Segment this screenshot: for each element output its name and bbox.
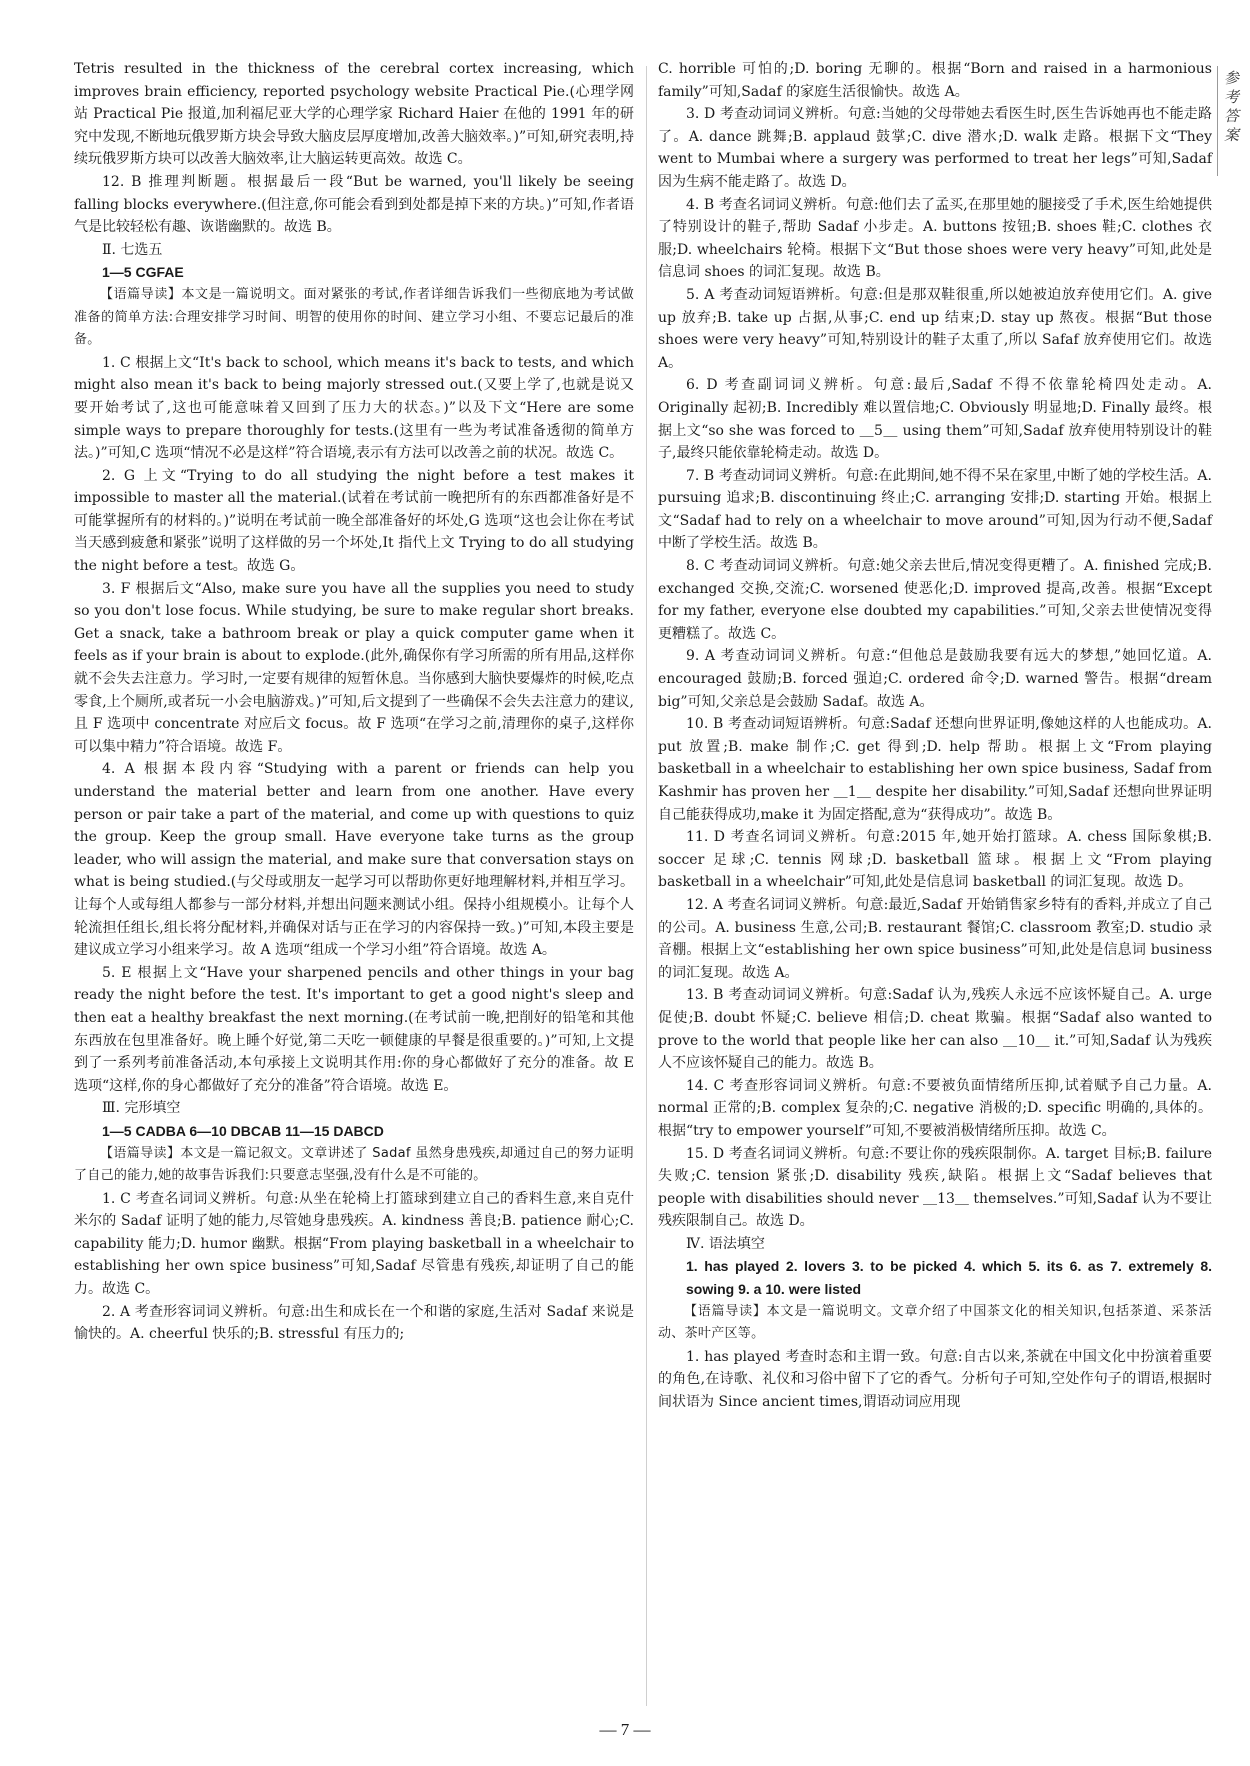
right-paragraph: 8. C 考查动词词义辨析。句意:她父亲去世后,情况变得更糟了。A. finished 完成;B. exchanged 交换,交流;C. worsened 使恶化;D. improved 提高,改善。根据“Except for my father, everyone else doubted my capabilities.”可知,父亲去世使情况变得更糟糕了。故选 C。 (658, 558, 1212, 642)
right-paragraph: C. horrible 可怕的;D. boring 无聊的。根据“Born and raised in a harmonious family”可知,Sadaf 的家庭生活很愉快。故选 A。 (658, 61, 1212, 100)
left-paragraph: Ⅱ. 七选五 (102, 241, 163, 258)
page-number: — 7 — (599, 1720, 651, 1739)
right-paragraph: 1. has played 2. lovers 3. to be picked 4. which 5. its 6. as 7. extremely 8. sowing 9. a 10. were listed (686, 1258, 1212, 1298)
right-paragraph: 5. A 考查动词短语辨析。句意:但是那双鞋很重,所以她被迫放弃使用它们。A. give up 放弃;B. take up 占据,从事;C. end up 结束;D. stay up 熬夜。根据“But those shoes were very heavy”可知,特别设计的鞋子太重了,所以 Safaf 放弃使用它们。故选 A。 (658, 286, 1212, 371)
side-rule (1217, 66, 1218, 176)
right-paragraph: 7. B 考查动词词义辨析。句意:在此期间,她不得不呆在家里,中断了她的学校生活。A. pursuing 追求;B. discontinuing 终止;C. arranging 安排;D. starting 开始。根据上文“Sadaf had to rely on a wheelchair to move around”可知,因为行动不便,Sadaf 中断了学校生活。故选 B。 (658, 467, 1212, 552)
right-paragraph: 15. D 考查名词词义辨析。句意:不要让你的残疾限制你。A. target 目标;B. failure 失败;C. tension 紧张;D. disability 残疾,缺陷。根据上文“Sadaf believes that people with disabilities should never ＿13＿ themselves.”可知,Sadaf 认为不要让残疾限制自己。故选 D。 (658, 1145, 1212, 1230)
left-paragraph: 5. E 根据上文“Have your sharpened pencils and other things in your bag ready the night before the test. It's important to get a good night's sleep and then eat a healthy breakfast the next morning.(在考试前一晚,把削好的铅笔和其他东西放在包里准备好。晚上睡个好觉,第二天吃一顿健康的早餐是很重要的。)”可知,上文提到了一系列考前准备活动,本句承接上文说明其作用:你的身心都做好了充分的准备。故 E 选项“这样,你的身心都做好了充分的准备”符合语境。故选 E。 (74, 964, 634, 1094)
right-paragraph: 12. A 考查名词词义辨析。句意:最近,Sadaf 开始销售家乡特有的香料,并成立了自己的公司。A. business 生意,公司;B. restaurant 餐馆;C. classroom 教室;D. studio 录音棚。根据上文“establishing her own spice business”可知,此处是信息词 business 的词汇复现。故选 A。 (658, 896, 1212, 981)
right-paragraph: 10. B 考查动词短语辨析。句意:Sadaf 还想向世界证明,像她这样的人也能成功。A. put 放置;B. make 制作;C. get 得到;D. help 帮助。根据上文“From playing basketball in a wheelchair to establishing her own spice business, Sadaf from Kashmir has proven her ＿1＿ despite her disability.”可知,Sadaf 还想向世界证明自己能获得成功,make it 为固定搭配,意为“获得成功”。故选 B。 (658, 716, 1212, 823)
right-paragraph: 1. has played 考查时态和主谓一致。句意:自古以来,茶就在中国文化中扮演着重要的角色,在诗歌、礼仪和习俗中留下了它的香气。分析句子可知,空处作句子的谓语,根据时间状语为 Since ancient times,谓语动词应用现 (658, 1348, 1212, 1411)
left-column (74, 58, 634, 1346)
left-paragraph: 1. C 根据上文“It's back to school, which means it's back to tests, and which might also mean it's back to being majorly stressed out.(又要上学了,也就是说又要开始考试了,这也可能意味着又回到了压力大的状态。)”以及下文“Here are some simple ways to prepare thoroughly for tests.(这里有一些为考试准备透彻的简单方法。)”可知,C 选项“情况不必是这样”符合语境,表示有方法可以改善之前的状况。故选 C。 (74, 354, 634, 462)
right-paragraph: 11. D 考查名词词义辨析。句意:2015 年,她开始打篮球。A. chess 国际象棋;B. soccer 足球;C. tennis 网球;D. basketball 篮球。根据上文“From playing basketball in a wheelchair”可知,此处是信息词 basketball 的词汇复现。故选 D。 (658, 829, 1212, 891)
right-paragraph: 6. D 考查副词词义辨析。句意:最后,Sadaf 不得不依靠轮椅四处走动。A. Originally 起初;B. Incredibly 难以置信地;C. Obviously 明显地;D. Finally 最终。根据上文“so she was forced to ＿5＿ using them”可知,Sadaf 放弃使用特别设计的鞋子,最终只能依靠轮椅走动。故选 D。 (658, 377, 1212, 462)
side-label: 参考答案 (1222, 70, 1240, 146)
left-paragraph: Ⅲ. 完形填空 (102, 1100, 181, 1117)
right-paragraph: 14. C 考查形容词词义辨析。句意:不要被负面情绪所压抑,试着赋予自己力量。A. normal 正常的;B. complex 复杂的;C. negative 消极的;D. specific 明确的,具体的。根据“try to empower yourself”可知,不要被消极情绪所压抑。故选 C。 (658, 1077, 1212, 1139)
left-paragraph: 2. A 考查形容词词义辨析。句意:出生和成长在一个和谐的家庭,生活对 Sadaf 来说是愉快的。A. cheerful 快乐的;B. stressful 有压力的; (74, 1303, 634, 1343)
right-paragraph: 9. A 考查动词词义辨析。句意:“但他总是鼓励我要有远大的梦想,”她回忆道。A. encouraged 鼓励;B. forced 强迫;C. ordered 命令;D. warned 警告。根据“dream big”可知,父亲总是会鼓励 Sadaf。故选 A。 (658, 648, 1212, 710)
left-paragraph: 3. F 根据后文“Also, make sure you have all the supplies you need to study so you don't lose focus. While studying, be sure to make regular short breaks. Get a snack, take a bathroom break or play a quick computer game when it feels as if your brain is about to explode.(此外,确保你有学习所需的所有用品,这样你就不会失去注意力。学习时,一定要有规律的短暂休息。当你感到大脑快要爆炸的时候,吃点零食,上个厕所,或者玩一小会电脑游戏。)”可知,后文提到了一些确保不会失去注意力的建议,且 F 选项中 concentrate 对应后文 focus。故 F 选项“在学习之前,清理你的桌子,这样你可以集中精力”符合语境。故选 F。 (74, 580, 634, 755)
right-paragraph: 4. B 考查名词词义辨析。句意:他们去了孟买,在那里她的腿接受了手术,医生给她提供了特别设计的鞋子,帮助 Sadaf 小步走。A. buttons 按钮;B. shoes 鞋;C. clothes 衣服;D. wheelchairs 轮椅。根据下文“But those shoes were very heavy”可知,此处是信息词 shoes 的词汇复现。故选 B。 (658, 196, 1212, 281)
right-column (658, 58, 1212, 1414)
left-paragraph: 12. B 推理判断题。根据最后一段“But be warned, you'll likely be seeing falling blocks everywhere.(但注意,你可能会看到到处都是掉下来的方块。)”可知,作者语气是比较轻松有趣、诙谐幽默的。故选 B。 (74, 173, 634, 236)
left-paragraph: 1—5 CGFAE (102, 264, 184, 281)
right-paragraph: 13. B 考查动词词义辨析。句意:Sadaf 认为,残疾人永远不应该怀疑自己。A. urge 促使;B. doubt 怀疑;C. believe 相信;D. cheat 欺骗。根据“Sadaf also wanted to prove to the world that people like her can also ＿10＿ it.”可知,Sadaf 认为残疾人不应该怀疑自己的能力。故选 B。 (658, 987, 1212, 1072)
right-paragraph: 【语篇导读】本文是一篇说明文。文章介绍了中国茶文化的相关知识,包括茶道、采茶活动、茶叶产区等。 (658, 1303, 1212, 1342)
left-paragraph: 【语篇导读】本文是一篇记叙文。文章讲述了 Sadaf 虽然身患残疾,却通过自己的努力证明了自己的能力,她的故事告诉我们:只要意志坚强,没有什么是不可能的。 (74, 1145, 634, 1184)
left-paragraph: 4. A 根据本段内容“Studying with a parent or friends can help you understand the material better and learn from one another. Have every person or pair take a part of the material, and come up with questions to quiz the group. Keep the group small. Have everyone take turns as the group leader, who will assign the material, and make sure that conversation stays on what is being studied.(与父母或朋友一起学习可以帮助你更好地理解材料,并相互学习。让每个人或每组人都参与一部分材料,并想出问题来测试小组。保持小组规模小。让每个人轮流担任组长,组长将分配材料,并确保对话与正在学习的内容保持一致。)”可知,本段主要是建议成立学习小组来学习。故 A 选项“组成一个学习小组”符合语境。故选 A。 (74, 761, 634, 959)
left-paragraph: 1. C 考查名词词义辨析。句意:从坐在轮椅上打篮球到建立自己的香料生意,来自克什米尔的 Sadaf 证明了她的能力,尽管她身患残疾。A. kindness 善良;B. patience 耐心;C. capability 能力;D. humor 幽默。根据“From playing basketball in a wheelchair to establishing her own spice business”可知,Sadaf 尽管患有残疾,却证明了自己的能力。故选 C。 (74, 1190, 634, 1298)
column-divider (646, 66, 647, 1706)
right-paragraph: 3. D 考查动词词义辨析。句意:当她的父母带她去看医生时,医生告诉她再也不能走路了。A. dance 跳舞;B. applaud 鼓掌;C. dive 潜水;D. walk 走路。根据下文“They went to Mumbai where a surgery was performed to treat her legs”可知,Sadaf 因为生病不能走路了。故选 D。 (658, 106, 1212, 190)
left-paragraph: 2. G 上文“Trying to do all studying the night before a test makes it impossible to master all the material.(试着在考试前一晚把所有的东西都准备好是不可能掌握所有的材料的。)”说明在考试前一晚全部准备好的坏处,G 选项“这也会让你在考试当天感到疲惫和紧张”说明了这样做的另一个坏处,It 指代上文 Trying to do all studying the night before a test。故选 G。 (74, 467, 634, 575)
left-paragraph: 【语篇导读】本文是一篇说明文。面对紧张的考试,作者详细告诉我们一些彻底地为考试做准备的简单方法:合理安排学习时间、明智的使用你的时间、建立学习小组、不要忘记最后的准备。 (74, 286, 634, 348)
left-paragraph: 1—5 CADBA 6—10 DBCAB 11—15 DABCD (102, 1122, 384, 1139)
right-paragraph: Ⅳ. 语法填空 (686, 1235, 765, 1252)
left-paragraph: Tetris resulted in the thickness of the cerebral cortex increasing, which improves brain efficiency, reported psychology website Practical Pie.(心理学网站 Practical Pie 报道,加利福尼亚大学的心理学家 Richard Haier 在他的 1991 年的研究中发现,不断地玩俄罗斯方块会导致大脑皮层厚度增加,改善大脑效率。)”可知,研究表明,持续玩俄罗斯方块可以改善大脑效率,让大脑运转更高效。故选 C。 (74, 61, 634, 168)
